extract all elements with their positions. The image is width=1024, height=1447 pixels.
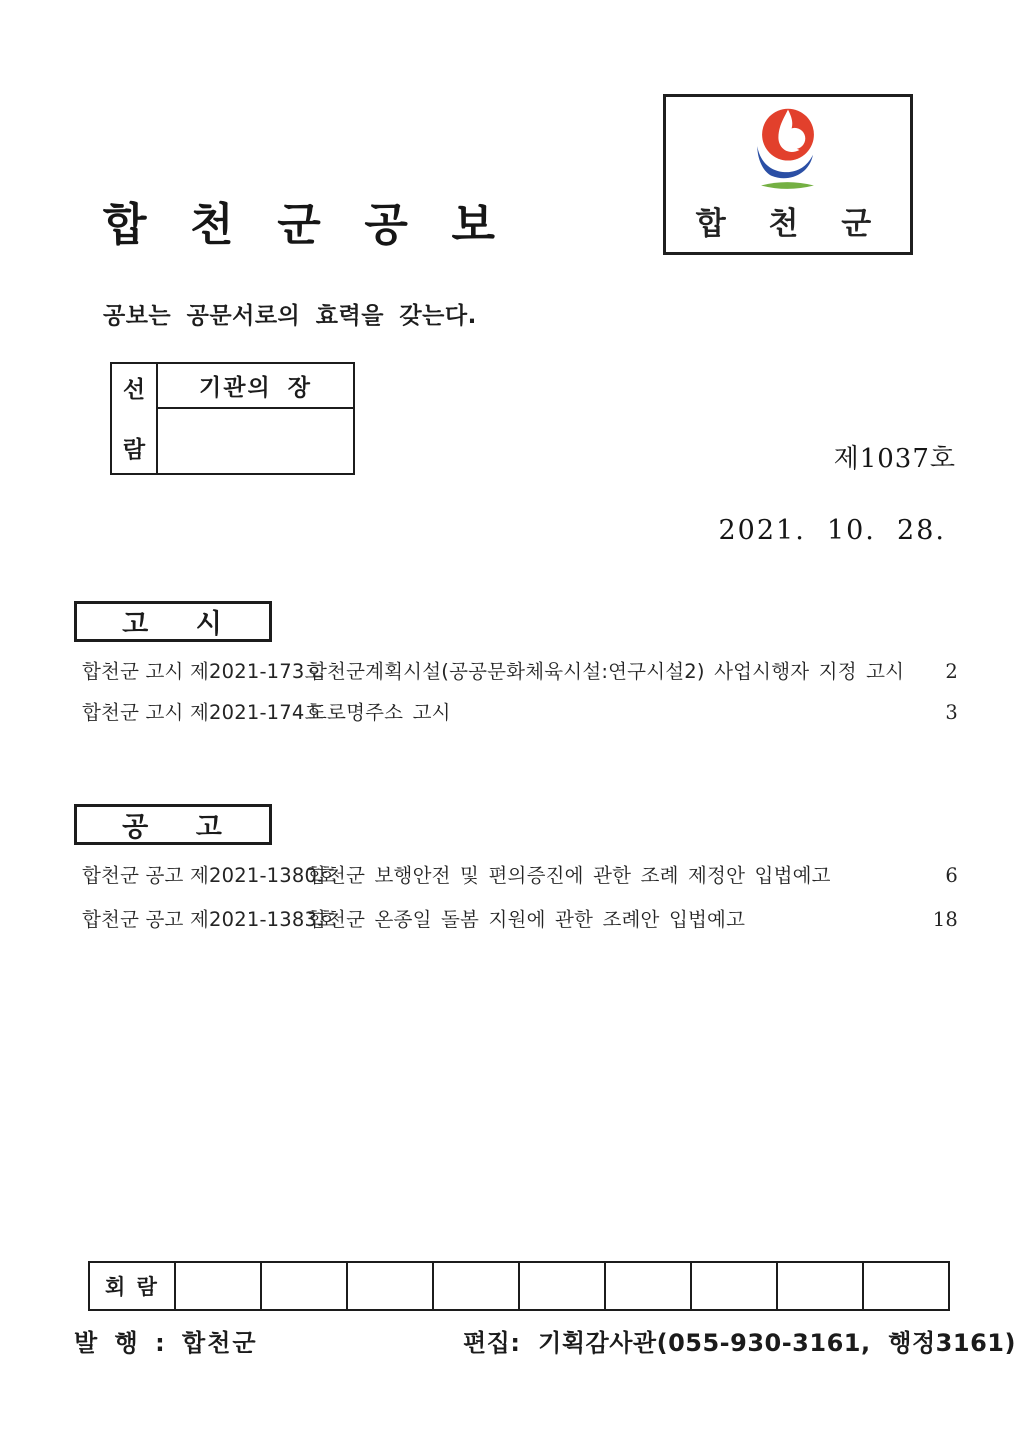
notice-section-heading: 고 시 [74,601,272,642]
circulation-empty-cell [692,1263,778,1309]
publisher-text: 발 행 : 합천군 [74,1329,258,1357]
toc-ref: 합천군 고시 제2021-174호 [82,701,324,724]
circulation-empty-cell [176,1263,262,1309]
toc-title: 합천군 보행안전 및 편의증진에 관한 조례 제정안 입법예고 [308,864,831,887]
toc-title: 합천군계획시설(공공문화체육시설:연구시설2) 사업시행자 지정 고시 [308,660,905,683]
circulation-empty-cell [778,1263,864,1309]
circulation-empty-cell [864,1263,948,1309]
toc-page-number: 6 [945,864,958,887]
circulation-empty-cell [520,1263,606,1309]
circulation-label-cell: 회 람 [90,1263,176,1309]
toc-page-number: 3 [945,701,958,724]
toc-title: 도로명주소 고시 [308,701,451,724]
toc-page-number: 2 [945,660,958,683]
toc-row-announcement-2 [82,904,958,932]
approval-signature-cell [158,409,353,473]
approval-side-column [112,364,158,473]
circulation-table [88,1261,950,1311]
approval-header-cell: 기관의 장 [158,364,353,409]
circulation-empty-cell [348,1263,434,1309]
county-emblem-box [663,94,913,255]
toc-ref: 합천군 고시 제2021-173호 [82,660,324,683]
hapcheon-emblem-icon [740,102,836,198]
editor-contact-text: 편집: 기획감사관(055-930-3161, 행정3161) [463,1329,1016,1357]
toc-ref: 합천군 공고 제2021-1383호 [82,908,337,931]
issue-number: 제1037호 [833,444,956,474]
approval-side-label-top: 선 [122,377,146,403]
approval-table [110,362,355,475]
emblem-caption: 합 천 군 [695,206,881,242]
announcement-section-heading: 공 고 [74,804,272,845]
circulation-empty-cell [434,1263,520,1309]
page-title: 합 천 군 공 보 [103,198,502,251]
circulation-empty-cell [606,1263,692,1309]
toc-row-announcement-1 [82,860,958,888]
toc-row-notice-1 [82,656,958,684]
toc-ref: 합천군 공고 제2021-1380호 [82,864,337,887]
toc-title: 합천군 온종일 돌봄 지원에 관한 조례안 입법예고 [308,908,746,931]
toc-page-number: 18 [932,908,958,931]
toc-row-notice-2 [82,697,958,725]
circulation-empty-cell [262,1263,348,1309]
issue-date: 2021. 10. 28. [718,515,946,546]
approval-side-label-bottom: 람 [122,437,146,463]
motto-text: 공보는 공문서로의 효력을 갖는다. [103,303,477,329]
